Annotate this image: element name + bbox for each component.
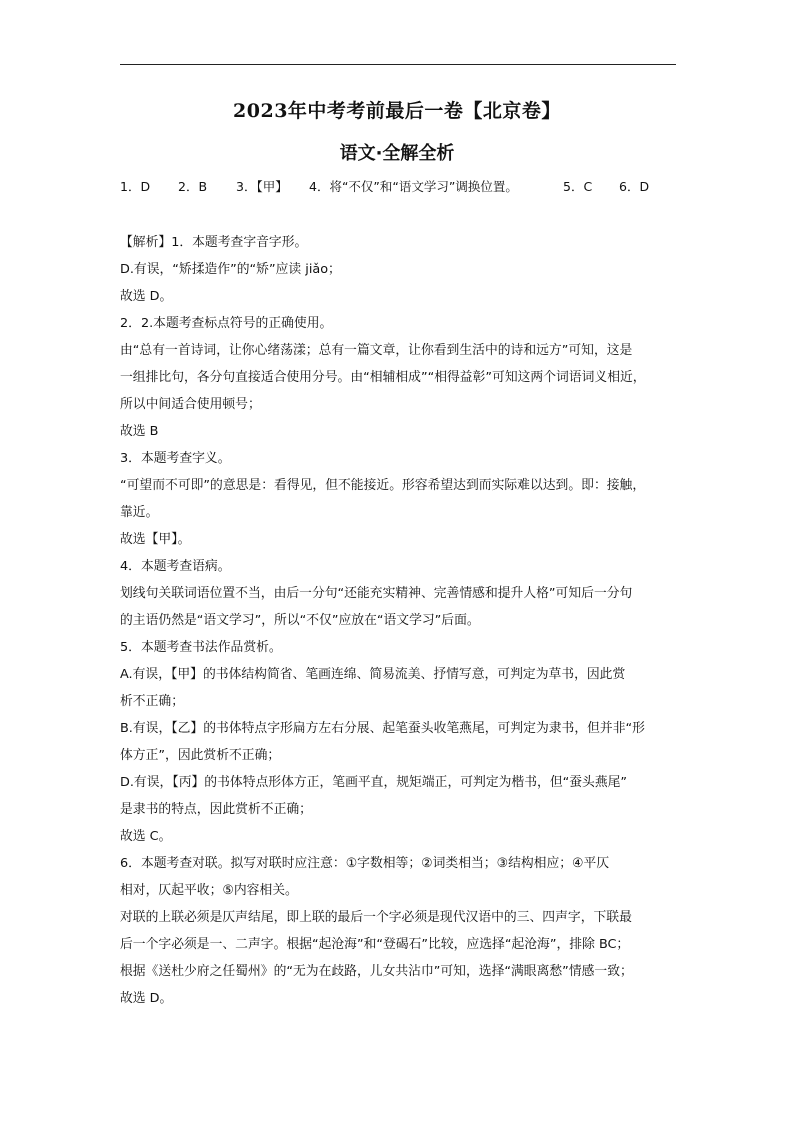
text-line: 一组排比句，各分句直接适合使用分号。由“相辅相成”“相得益彰”可知这两个词语词义相近， <box>120 370 646 385</box>
header-rule <box>120 64 676 65</box>
text-line: 靠近。 <box>120 505 159 520</box>
text-line: 相对，仄起平收；⑤内容相关。 <box>120 883 298 898</box>
text-line: 2．2.本题考查标点符号的正确使用。 <box>120 316 333 331</box>
answer-2: 2．B <box>178 179 208 194</box>
document-title: 2023年中考考前最后一卷【北京卷】 <box>233 100 561 122</box>
answer-4: 4．将“不仅”和“语文学习”调换位置。 <box>309 179 518 194</box>
text-line: 故选 D。 <box>120 991 173 1006</box>
text-line: 3．本题考查字义。 <box>120 451 231 466</box>
text-line: 的主语仍然是“语文学习”，所以“不仅”应放在“语文学习”后面。 <box>120 613 480 628</box>
text-line: 对联的上联必须是仄声结尾，即上联的最后一个字必须是现代汉语中的三、四声字，下联最 <box>120 910 632 925</box>
answer-key <box>120 177 680 195</box>
text-line: 故选【甲】。 <box>120 532 191 547</box>
answer-6: 6．D <box>619 179 650 194</box>
text-line: “可望而不可即”的意思是：看得见，但不能接近。形容希望达到而实际难以达到。即：接触， <box>120 478 646 493</box>
explanation-body <box>120 229 676 1012</box>
text-line: 故选 D。 <box>120 289 173 304</box>
answer-3: 3．【甲】 <box>236 179 288 194</box>
text-line: 体方正”，因此赏析不正确； <box>120 748 281 763</box>
text-line: 由“总有一首诗词，让你心绪荡漾；总有一篇文章，让你看到生活中的诗和远方”可知，这是 <box>120 343 633 358</box>
text-line: A.有误，【甲】的书体结构简省、笔画连绵、简易流美、抒情写意，可判定为草书，因此赏 <box>120 667 626 682</box>
answer-5: 5．C <box>563 179 593 194</box>
text-line: 5．本题考查书法作品赏析。 <box>120 640 282 655</box>
text-line: 【解析】1．本题考查字音字形。 <box>120 235 308 250</box>
text-line: 析不正确； <box>120 694 184 709</box>
text-line: 是隶书的特点，因此赏析不正确； <box>120 802 312 817</box>
text-line: 6．本题考查对联。拟写对联时应注意：①字数相等；②词类相当；③结构相应；④平仄 <box>120 856 610 871</box>
text-line: B.有误，【乙】的书体特点字形扁方左右分展、起笔蚕头收笔燕尾，可判定为隶书，但并非“形 <box>120 721 645 736</box>
text-line: 故选 C。 <box>120 829 172 844</box>
text-line: 根据《送杜少府之任蜀州》的“无为在歧路，儿女共沾巾”可知，选择“满眼离愁”情感一致； <box>120 964 633 979</box>
text-line: 划线句关联词语位置不当，由后一分句“还能充实精神、完善情感和提升人格”可知后一分句 <box>120 586 633 601</box>
answer-1: 1．D <box>120 179 151 194</box>
text-line: 故选 B <box>120 424 159 439</box>
text-line: D.有误，“矫揉造作”的“矫”应读 jiǎo； <box>120 262 341 277</box>
document-subtitle: 语文·全解全析 <box>339 143 455 164</box>
text-line: 4．本题考查语病。 <box>120 559 231 574</box>
text-line: 所以中间适合使用顿号； <box>120 397 261 412</box>
text-line: D.有误，【丙】的书体特点形体方正，笔画平直，规矩端正，可判定为楷书，但“蚕头燕尾” <box>120 775 628 790</box>
text-line: 后一个字必须是一、二声字。根据“起沧海”和“登碣石”比较，应选择“起沧海”，排除 BC； <box>120 937 630 952</box>
